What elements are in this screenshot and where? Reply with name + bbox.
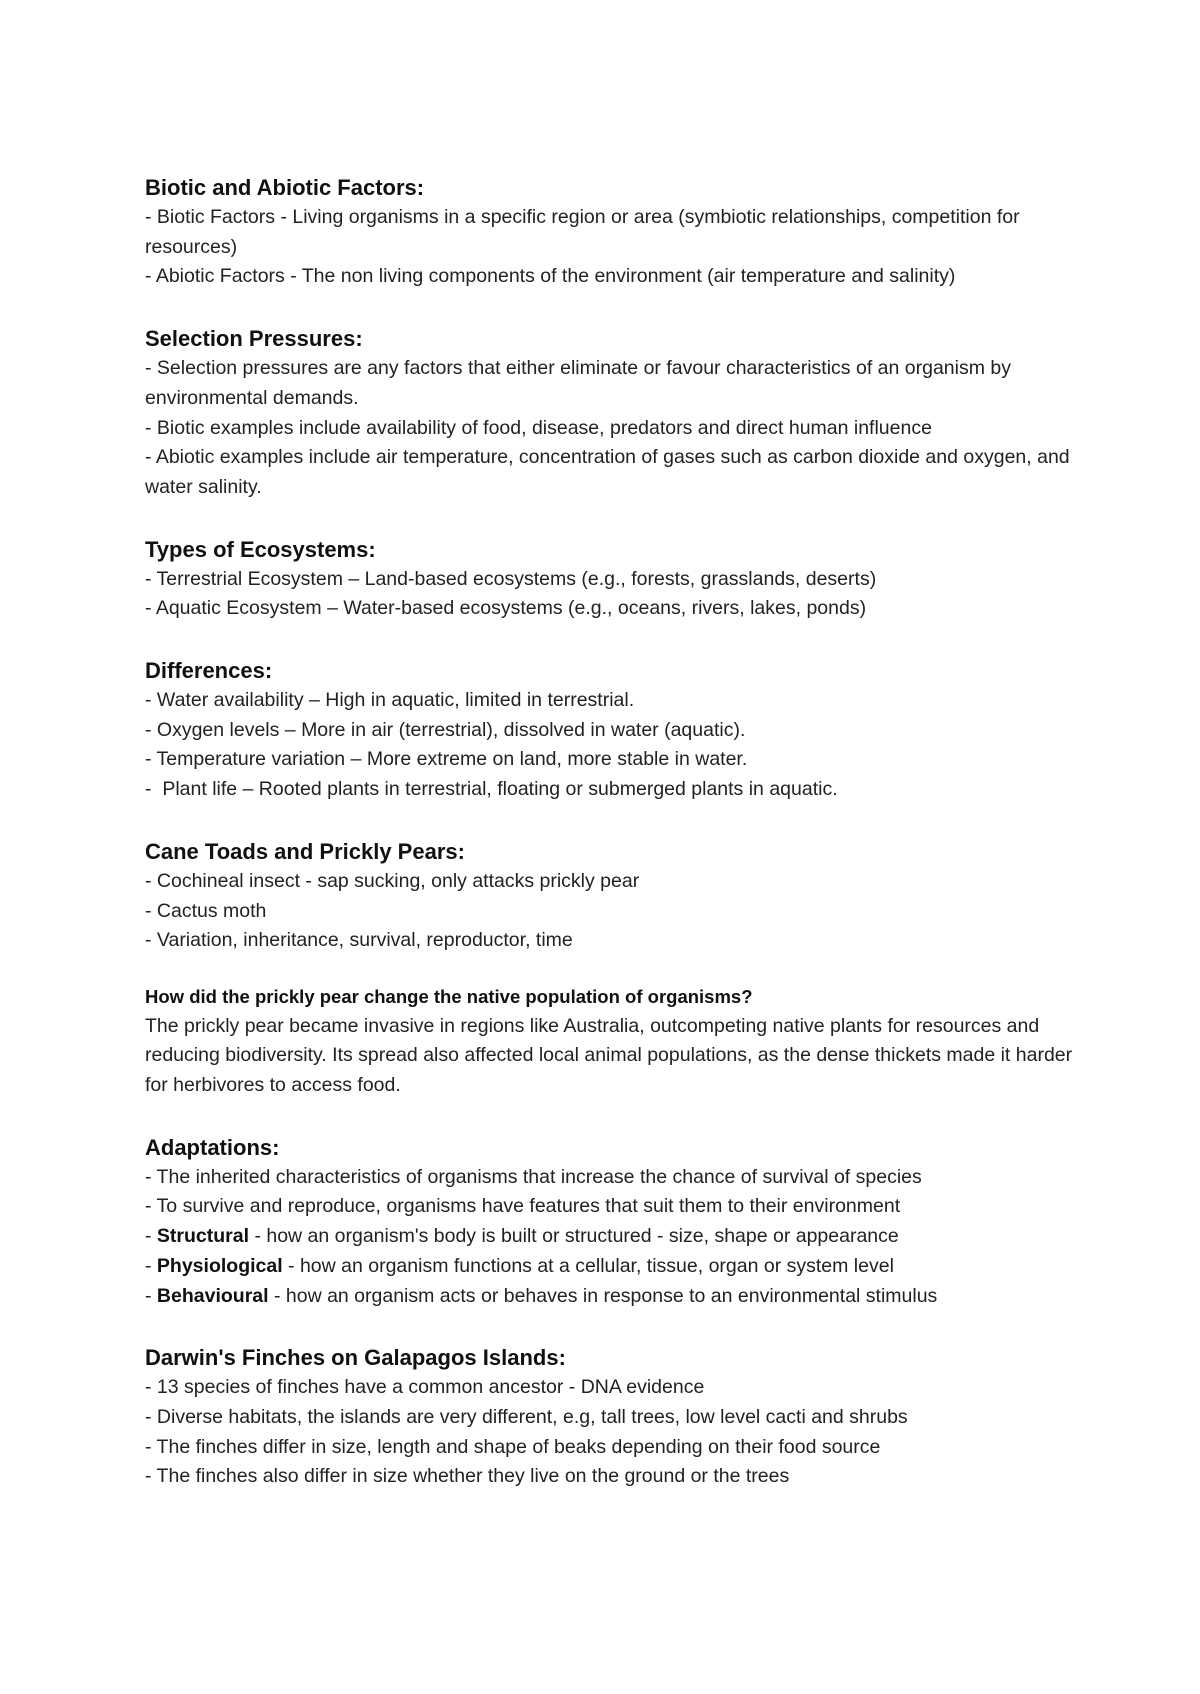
list-item: - Aquatic Ecosystem – Water-based ecosystems (e.g., oceans, rivers, lakes, ponds) bbox=[145, 597, 867, 620]
section-heading: Selection Pressures: bbox=[145, 326, 363, 352]
section-types-of-ecosystems bbox=[145, 535, 1085, 624]
section-adaptations bbox=[145, 1133, 1085, 1312]
list-item-physiological bbox=[145, 1252, 1085, 1282]
section-heading: Adaptations: bbox=[145, 1134, 280, 1160]
section-selection-pressures bbox=[145, 324, 1085, 503]
bullet-dash: - bbox=[145, 1225, 157, 1248]
list-item: - Oxygen levels – More in air (terrestrial), dissolved in water (aquatic). bbox=[145, 718, 746, 741]
section-heading: Biotic and Abiotic Factors: bbox=[145, 175, 425, 200]
section-heading: Darwin's Finches on Galapagos Islands: bbox=[145, 1345, 566, 1371]
term-description: - how an organism functions at a cellular, tissue, organ or system level bbox=[282, 1254, 894, 1277]
section-prickly-pear-question bbox=[145, 982, 1085, 1101]
list-item: - Biotic examples include availability of food, disease, predators and direct human influence bbox=[145, 416, 932, 439]
list-item: - Selection pressures are any factors that either eliminate or favour characteristics of an organism by environmental demands. bbox=[145, 357, 1011, 409]
section-heading: Differences: bbox=[145, 658, 273, 684]
list-item: - Temperature variation – More extreme on land, more stable in water. bbox=[145, 748, 748, 771]
list-item: - Abiotic Factors - The non living components of the environment (air temperature and salinity) bbox=[145, 265, 956, 288]
list-item: - Cochineal insect - sap sucking, only attacks prickly pear bbox=[145, 869, 640, 892]
list-item: - Variation, inheritance, survival, reproductor, time bbox=[145, 929, 573, 952]
term-physiological: Physiological bbox=[156, 1254, 283, 1277]
list-item: - 13 species of finches have a common ancestor - DNA evidence bbox=[145, 1376, 705, 1399]
list-item: - To survive and reproduce, organisms have features that suit them to their environment bbox=[145, 1195, 901, 1218]
list-item: - The finches also differ in size whether they live on the ground or the trees bbox=[145, 1465, 790, 1488]
list-item: - Abiotic examples include air temperature, concentration of gases such as carbon dioxide and oxygen, and water salinity. bbox=[145, 446, 1070, 498]
list-item: - Diverse habitats, the islands are very different, e.g, tall trees, low level cacti and shrubs bbox=[145, 1405, 908, 1428]
document-page bbox=[145, 173, 1085, 1492]
list-item: - The finches differ in size, length and shape of beaks depending on their food source bbox=[145, 1435, 881, 1458]
term-behavioural: Behavioural bbox=[156, 1284, 269, 1307]
section-differences bbox=[145, 656, 1085, 805]
section-cane-toads-prickly-pears bbox=[145, 837, 1085, 956]
list-item: - The inherited characteristics of organisms that increase the chance of survival of species bbox=[145, 1165, 922, 1188]
bullet-dash: - bbox=[145, 1284, 157, 1307]
list-item: - Terrestrial Ecosystem – Land-based ecosystems (e.g., forests, grasslands, deserts) bbox=[145, 567, 877, 590]
bullet-dash: - bbox=[145, 1254, 157, 1277]
list-item-behavioural bbox=[145, 1282, 1085, 1312]
list-item: - Biotic Factors - Living organisms in a specific region or area (symbiotic relationships, competition for resources) bbox=[145, 206, 1020, 258]
term-structural: Structural bbox=[156, 1225, 250, 1248]
section-darwins-finches bbox=[145, 1343, 1085, 1492]
term-description: - how an organism's body is built or structured - size, shape or appearance bbox=[249, 1225, 899, 1248]
list-item-structural bbox=[145, 1222, 1085, 1252]
list-item: - Water availability – High in aquatic, limited in terrestrial. bbox=[145, 689, 635, 712]
list-item: - Plant life – Rooted plants in terrestrial, floating or submerged plants in aquatic. bbox=[145, 778, 838, 801]
section-heading: Types of Ecosystems: bbox=[145, 536, 376, 562]
section-biotic-abiotic bbox=[145, 173, 1085, 292]
question-heading: How did the prickly pear change the native population of organisms? bbox=[145, 985, 753, 1007]
term-description: - how an organism acts or behaves in response to an environmental stimulus bbox=[268, 1284, 938, 1307]
answer-paragraph: The prickly pear became invasive in regions like Australia, outcompeting native plants for resources and reducing biodiversity. Its spread also affected local animal populations, as the dense thickets made it harder for herbivores to access food. bbox=[145, 1014, 1073, 1097]
list-item: - Cactus moth bbox=[145, 899, 267, 922]
section-heading: Cane Toads and Prickly Pears: bbox=[145, 838, 465, 864]
